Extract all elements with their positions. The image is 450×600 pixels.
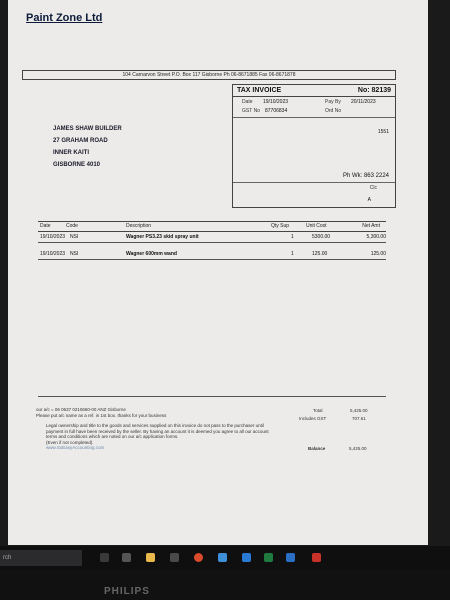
row-net-amt: 5,300.00 — [366, 234, 386, 240]
date-label: Date — [242, 99, 253, 105]
col-code: Code — [66, 223, 78, 229]
table-row — [38, 232, 386, 243]
col-unit-cost: Unit Cost — [306, 223, 327, 229]
row-qty: 1 — [291, 234, 294, 240]
monitor-bezel — [0, 570, 450, 600]
app-icon[interactable] — [170, 553, 179, 562]
account-code: 1551 — [377, 129, 389, 135]
balance-label: Balance — [308, 446, 326, 451]
row-description: Wagner 600mm wand — [126, 251, 177, 257]
gst-inc-value: 707.61 — [352, 416, 366, 421]
row-unit-cost: 5300.00 — [312, 234, 331, 240]
row-net-amt: 125.00 — [370, 251, 386, 257]
task-view-icon[interactable] — [100, 553, 109, 562]
invoice-number-value: 82139 — [371, 87, 391, 94]
pay-by-label: Pay By — [325, 99, 341, 105]
date-value: 19/10/2023 — [263, 99, 289, 105]
eoe-note: (Even if not completed). — [46, 439, 94, 445]
row-qty: 1 — [291, 251, 294, 257]
col-qty: Qty Sup — [271, 223, 290, 229]
excel-icon[interactable] — [264, 553, 273, 562]
bank-note: Please put a/c name as a ref. in 1st box. thanks for your business — [36, 413, 167, 418]
row-code: NSI — [70, 251, 79, 257]
website-link: www.SoEasyAccounting.com — [46, 445, 105, 450]
monitor-brand-logo: PHILIPS — [104, 586, 150, 597]
address-bar: 104 Carnarvon Street P.O. Box 117 Gisborne Ph 06-8671885 Fax 06-8671878 — [22, 70, 396, 80]
clc-value: A — [367, 197, 371, 203]
company-name: Paint Zone Ltd — [26, 12, 103, 24]
customer-city: GISBORNE 4010 — [53, 162, 101, 168]
clc-label: Clc — [369, 185, 377, 191]
gst-inc-label: Includes GST — [299, 416, 327, 421]
customer-street: 27 GRAHAM ROAD — [53, 138, 108, 144]
acrobat-icon[interactable] — [312, 553, 321, 562]
total-label: Total — [313, 408, 323, 413]
pay-by-value: 20/11/2023 — [351, 99, 376, 105]
invoice-title: TAX INVOICE — [237, 87, 282, 94]
taskbar — [0, 546, 450, 570]
legal-terms: Legal ownership and title to the goods and services supplied on this invoice do not pass to the purchaser until payment in full have been received by the seller. By having an account it is deemed you agree to all our account terms and conditions which are noted on our a/c application forms. — [46, 423, 269, 439]
balance-value: 5,425.00 — [349, 446, 367, 451]
col-net-amt: Net Amt — [362, 223, 380, 229]
invoice-header-box — [232, 84, 396, 208]
gst-value: 87706834 — [265, 108, 288, 114]
row-date: 19/10/2023 — [40, 234, 66, 240]
work-phone: Ph Wk: 863 2224 — [342, 173, 389, 179]
app-icon[interactable] — [122, 553, 131, 562]
chrome-icon[interactable] — [194, 553, 203, 562]
customer-name: JAMES SHAW BUILDER — [53, 126, 122, 132]
gst-label: GST No — [242, 108, 260, 114]
customer-suburb: INNER KAITI — [53, 150, 89, 156]
invoice-number — [358, 87, 391, 94]
taskbar-search[interactable]: rch — [0, 550, 82, 566]
line-items-table — [38, 221, 386, 260]
file-explorer-icon[interactable] — [146, 553, 155, 562]
edge-icon[interactable] — [218, 553, 227, 562]
customer-address — [53, 123, 122, 171]
row-description: Wagner PS3.23 skid spray unit — [126, 234, 199, 240]
row-code: NSI — [70, 234, 79, 240]
col-date: Date — [40, 223, 51, 229]
row-date: 19/10/2023 — [40, 251, 66, 257]
table-row — [38, 249, 386, 260]
table-header — [38, 221, 386, 232]
col-description: Description — [126, 223, 152, 229]
ord-label: Ord No — [325, 108, 342, 114]
row-unit-cost: 125.00 — [312, 251, 328, 257]
invoice-number-label: No: — [357, 87, 370, 94]
total-value: 5,425.00 — [350, 408, 368, 413]
outlook-icon[interactable] — [242, 553, 251, 562]
bank-account: our a/c = 06 0637 0210660-00 ANZ Gisborne — [36, 407, 126, 412]
legal-text — [46, 423, 276, 451]
invoice-page — [8, 0, 428, 545]
word-icon[interactable] — [286, 553, 295, 562]
